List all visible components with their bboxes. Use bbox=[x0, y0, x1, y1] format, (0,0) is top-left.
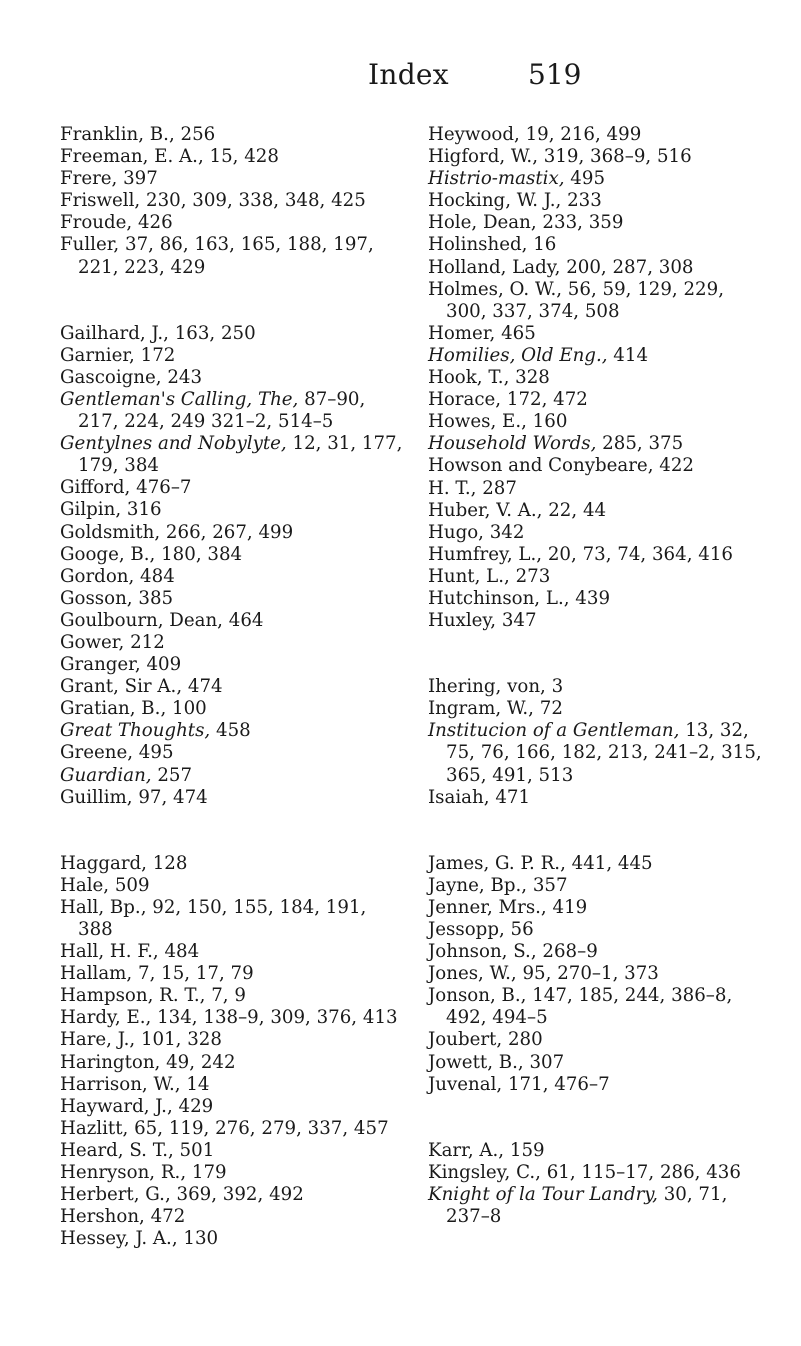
entry-name: Hole, Dean, bbox=[428, 212, 537, 234]
entry-pages-continued: 492, 494–5 bbox=[446, 1007, 548, 1029]
entry-pages: 273 bbox=[509, 565, 551, 587]
entry-name: Froude, bbox=[60, 212, 133, 234]
entry-pages: 87–90, bbox=[298, 388, 366, 410]
entry-pages: 484 bbox=[158, 941, 200, 963]
entry-pages: 347 bbox=[496, 610, 537, 632]
entry-pages: 369, 392, 492 bbox=[170, 1184, 304, 1206]
entry-pages: 171, 476–7 bbox=[502, 1073, 610, 1095]
index-entry bbox=[60, 345, 405, 367]
entry-name: Hayward, J., bbox=[60, 1095, 173, 1117]
index-entry bbox=[60, 963, 405, 985]
entry-name: Guillim, bbox=[60, 786, 133, 808]
index-entry bbox=[60, 190, 405, 212]
index-entry bbox=[428, 500, 778, 522]
entry-pages: 37, 86, 163, 165, 188, 197, bbox=[119, 234, 374, 256]
entry-pages: 159 bbox=[504, 1139, 545, 1161]
index-entry bbox=[428, 279, 778, 323]
entry-pages: 12, 31, 177, bbox=[286, 433, 403, 455]
entry-name: Franklin, B., bbox=[60, 124, 175, 145]
letter-group bbox=[428, 853, 778, 1096]
index-entry bbox=[428, 1162, 778, 1184]
entry-name: Hallam, bbox=[60, 963, 133, 985]
page-header bbox=[0, 58, 801, 108]
entry-pages: 61, 115–17, 286, 436 bbox=[540, 1161, 741, 1183]
entry-name: Goldsmith, bbox=[60, 521, 161, 543]
index-entry bbox=[428, 190, 778, 212]
entry-pages-continued: 217, 224, 249 321–2, 514–5 bbox=[78, 411, 334, 433]
entry-name: Hale, bbox=[60, 874, 110, 896]
index-entry bbox=[60, 742, 405, 764]
index-entry bbox=[428, 787, 778, 809]
entry-name: Hershon, bbox=[60, 1206, 145, 1228]
index-entry bbox=[60, 477, 405, 499]
index-entry bbox=[428, 522, 778, 544]
entry-name: Henryson, R., bbox=[60, 1162, 187, 1184]
entry-pages: 230, 309, 338, 348, 425 bbox=[140, 190, 366, 212]
entry-pages-continued: 179, 384 bbox=[78, 455, 159, 477]
index-entry bbox=[428, 389, 778, 411]
entry-name: Gower, bbox=[60, 631, 125, 653]
entry-pages: 319, 368–9, 516 bbox=[537, 146, 692, 168]
entry-name: Holland, Lady, bbox=[428, 256, 561, 278]
entry-name: Horace, bbox=[428, 389, 502, 411]
entry-pages: 3 bbox=[545, 676, 564, 698]
entry-name: Gentleman's Calling, The, bbox=[60, 388, 299, 410]
index-entry bbox=[60, 941, 405, 963]
entry-pages: 495 bbox=[564, 168, 606, 190]
entry-name: Hutchinson, L., bbox=[428, 587, 570, 609]
index-entry bbox=[60, 433, 405, 477]
index-entry bbox=[428, 478, 778, 500]
entry-pages-continued: 237–8 bbox=[446, 1206, 502, 1228]
entry-pages: 484 bbox=[134, 565, 175, 587]
index-entry bbox=[428, 146, 778, 168]
index-entry bbox=[60, 1206, 405, 1228]
index-entry bbox=[60, 522, 405, 544]
entry-pages: 65, 119, 276, 279, 337, 457 bbox=[128, 1117, 389, 1139]
entry-name: Jones, W., bbox=[428, 963, 517, 985]
index-entry bbox=[428, 345, 778, 367]
entry-name: Hessey, J. A., bbox=[60, 1228, 178, 1250]
entry-pages: 130 bbox=[177, 1228, 219, 1250]
entry-name: Homilies, Old Eng., bbox=[428, 344, 608, 366]
entry-pages: 474 bbox=[182, 676, 223, 698]
entry-name: Gilpin, bbox=[60, 499, 122, 521]
entry-name: Humfrey, L., bbox=[428, 543, 543, 565]
entry-pages: 56, 59, 129, 229, bbox=[562, 278, 724, 300]
index-entry bbox=[60, 787, 405, 809]
index-entry bbox=[60, 323, 405, 345]
index-entry bbox=[428, 676, 778, 698]
entry-pages: 472 bbox=[144, 1206, 186, 1228]
index-entry bbox=[60, 1074, 405, 1096]
entry-pages: 476–7 bbox=[130, 477, 192, 499]
entry-name: Guardian, bbox=[60, 764, 152, 786]
index-entry bbox=[428, 455, 778, 477]
entry-pages: 97, 474 bbox=[132, 786, 208, 808]
entry-name: Herbert, G., bbox=[60, 1184, 171, 1206]
entry-name: Hunt, L., bbox=[428, 565, 510, 587]
entry-pages: 471 bbox=[489, 786, 531, 808]
entry-pages-continued: 75, 76, 166, 182, 213, 241–2, 315, bbox=[446, 742, 762, 764]
index-entry bbox=[60, 632, 405, 654]
entry-pages: 172, 472 bbox=[501, 389, 588, 411]
entry-pages: 56 bbox=[504, 919, 534, 940]
entry-pages: 287 bbox=[476, 477, 517, 499]
index-entry bbox=[428, 411, 778, 433]
index-entry bbox=[428, 985, 778, 1029]
entry-name: Greene, bbox=[60, 742, 134, 764]
entry-pages: 414 bbox=[607, 344, 649, 366]
entry-name: Kingsley, C., bbox=[428, 1161, 541, 1183]
entry-pages-continued: 221, 223, 429 bbox=[78, 256, 206, 278]
index-entry bbox=[60, 610, 405, 632]
index-entry bbox=[60, 146, 405, 168]
index-entry bbox=[428, 257, 778, 279]
index-entry bbox=[428, 1052, 778, 1074]
index-entry bbox=[428, 853, 778, 875]
entry-name: H. T., bbox=[428, 477, 477, 499]
entry-name: Howson and Conybeare, bbox=[428, 455, 654, 477]
index-entry bbox=[60, 676, 405, 698]
entry-name: James, G. P. R., bbox=[428, 852, 566, 874]
index-entry bbox=[60, 1052, 405, 1074]
index-entry bbox=[428, 566, 778, 588]
entry-pages: 509 bbox=[109, 874, 150, 896]
entry-name: Frere, bbox=[60, 168, 118, 190]
entry-name: Karr, A., bbox=[428, 1139, 505, 1161]
entry-name: Jessopp, bbox=[428, 919, 505, 940]
index-entry bbox=[428, 720, 778, 786]
letter-group bbox=[428, 676, 778, 809]
index-entry bbox=[428, 919, 778, 941]
entry-pages: 128 bbox=[146, 852, 188, 874]
entry-name: Freeman, E. A., bbox=[60, 146, 204, 168]
entry-name: Howes, E., bbox=[428, 411, 527, 433]
index-entry bbox=[428, 588, 778, 610]
entry-name: Granger, bbox=[60, 654, 141, 676]
entry-name: Gascoigne, bbox=[60, 366, 162, 388]
entry-name: Gratian, B., bbox=[60, 698, 167, 720]
entry-pages: 464 bbox=[222, 609, 264, 631]
entry-pages: 256 bbox=[174, 124, 216, 145]
letter-group bbox=[428, 124, 778, 632]
index-entry bbox=[60, 897, 405, 941]
index-entry bbox=[60, 654, 405, 676]
entry-name: Joubert, bbox=[428, 1029, 503, 1051]
entry-pages: 20, 73, 74, 364, 416 bbox=[542, 543, 733, 565]
index-entry bbox=[60, 234, 405, 278]
index-entry bbox=[428, 897, 778, 919]
index-entry bbox=[60, 1007, 405, 1029]
entry-pages: 72 bbox=[533, 698, 563, 720]
entry-pages: 357 bbox=[527, 874, 568, 896]
index-entry bbox=[60, 389, 405, 433]
entry-name: Gifford, bbox=[60, 477, 131, 499]
entry-name: Isaiah, bbox=[428, 786, 490, 808]
letter-group bbox=[428, 1140, 778, 1228]
entry-pages: 285, 375 bbox=[596, 433, 684, 455]
entry-pages: 422 bbox=[653, 455, 694, 477]
entry-pages: 385 bbox=[132, 587, 174, 609]
entry-name: Gentylnes and Nobylyte, bbox=[60, 433, 287, 455]
index-entry bbox=[60, 1228, 405, 1250]
entry-pages: 95, 270–1, 373 bbox=[516, 963, 659, 985]
index-entry bbox=[428, 544, 778, 566]
entry-pages: 163, 250 bbox=[168, 322, 256, 344]
entry-pages: 280 bbox=[502, 1029, 543, 1051]
entry-pages-continued: 300, 337, 374, 508 bbox=[446, 300, 620, 322]
entry-pages: 419 bbox=[546, 896, 588, 918]
index-entry bbox=[428, 963, 778, 985]
index-entry bbox=[60, 1184, 405, 1206]
letter-group-spacer bbox=[428, 1096, 778, 1140]
entry-pages: 7, 15, 17, 79 bbox=[132, 963, 254, 985]
entry-pages: 30, 71, bbox=[657, 1183, 728, 1205]
entry-name: Hall, H. F., bbox=[60, 941, 159, 963]
entry-pages: 172 bbox=[134, 344, 176, 366]
letter-group-spacer bbox=[428, 809, 778, 853]
entry-name: Gailhard, J., bbox=[60, 322, 169, 344]
page-title: Index bbox=[368, 58, 449, 91]
entry-pages: 92, 150, 155, 184, 191, bbox=[146, 896, 367, 918]
index-entry bbox=[60, 367, 405, 389]
index-entry bbox=[60, 985, 405, 1007]
entry-name: Heywood, bbox=[428, 124, 520, 145]
entry-pages: 180, 384 bbox=[155, 543, 243, 565]
index-entry bbox=[60, 124, 405, 146]
entry-pages-continued: 365, 491, 513 bbox=[446, 764, 574, 786]
letter-group bbox=[60, 323, 405, 809]
entry-pages: 257 bbox=[151, 764, 193, 786]
letter-group-spacer bbox=[60, 809, 405, 853]
index-entry bbox=[60, 168, 405, 190]
entry-pages: 22, 44 bbox=[542, 499, 607, 521]
entry-pages: 15, 428 bbox=[203, 146, 279, 168]
entry-name: Higford, W., bbox=[428, 146, 538, 168]
index-entry bbox=[60, 1096, 405, 1118]
index-entry bbox=[60, 765, 405, 787]
entry-pages: 441, 445 bbox=[565, 852, 653, 874]
page-number: 519 bbox=[528, 58, 582, 91]
entry-name: Fuller, bbox=[60, 234, 120, 256]
index-entry bbox=[428, 367, 778, 389]
index-entry bbox=[428, 610, 778, 632]
index-entry bbox=[60, 1162, 405, 1184]
index-entry bbox=[428, 875, 778, 897]
letter-group-spacer bbox=[428, 632, 778, 676]
entry-name: Homer, bbox=[428, 322, 496, 344]
index-entry bbox=[60, 588, 405, 610]
entry-pages: 7, 9 bbox=[205, 985, 246, 1007]
index-entry bbox=[60, 875, 405, 897]
entry-pages: 458 bbox=[210, 720, 251, 742]
entry-pages: 233, 359 bbox=[536, 212, 624, 234]
entry-pages: 179 bbox=[186, 1162, 227, 1184]
entry-pages: 266, 267, 499 bbox=[160, 521, 294, 543]
entry-pages: 100 bbox=[166, 698, 207, 720]
entry-pages: 429 bbox=[172, 1095, 214, 1117]
entry-name: Huxley, bbox=[428, 610, 497, 632]
entry-pages: 342 bbox=[483, 521, 525, 543]
entry-pages: 307 bbox=[523, 1051, 565, 1073]
entry-name: Gordon, bbox=[60, 565, 135, 587]
entry-pages: 212 bbox=[124, 631, 165, 653]
entry-pages: 233 bbox=[561, 190, 602, 212]
index-entry bbox=[60, 212, 405, 234]
entry-name: Jayne, Bp., bbox=[428, 874, 528, 896]
index-column-right bbox=[428, 124, 778, 1228]
entry-name: Hall, Bp., bbox=[60, 896, 147, 918]
index-entry bbox=[428, 1140, 778, 1162]
index-entry bbox=[60, 566, 405, 588]
index-entry bbox=[60, 499, 405, 521]
entry-pages: 397 bbox=[117, 168, 158, 190]
entry-pages: 160 bbox=[526, 411, 568, 433]
entry-name: Hare, J., bbox=[60, 1029, 136, 1051]
entry-name: Holmes, O. W., bbox=[428, 278, 563, 300]
index-entry bbox=[428, 323, 778, 345]
entry-name: Great Thoughts, bbox=[60, 720, 211, 742]
entry-name: Johnson, S., bbox=[428, 941, 537, 963]
index-entry bbox=[428, 168, 778, 190]
index-entry bbox=[428, 234, 778, 256]
entry-name: Hugo, bbox=[428, 521, 484, 543]
entry-name: Juvenal, bbox=[428, 1073, 503, 1095]
index-entry bbox=[428, 941, 778, 963]
entry-pages: 465 bbox=[495, 322, 536, 344]
index-entry bbox=[428, 1184, 778, 1228]
entry-pages: 147, 185, 244, 386–8, bbox=[526, 985, 733, 1007]
entry-pages: 19, 216, 499 bbox=[519, 124, 642, 145]
entry-name: Institucion of a Gentleman, bbox=[428, 720, 680, 742]
entry-pages: 495 bbox=[133, 742, 174, 764]
letter-group-spacer bbox=[60, 279, 405, 323]
entry-pages: 328 bbox=[509, 367, 550, 389]
entry-pages: 14 bbox=[180, 1073, 210, 1095]
entry-name: Hook, T., bbox=[428, 367, 510, 389]
index-entry bbox=[60, 1140, 405, 1162]
index-entry bbox=[428, 124, 778, 146]
entry-pages: 16 bbox=[527, 234, 557, 256]
entry-name: Goulbourn, Dean, bbox=[60, 609, 223, 631]
index-entry bbox=[428, 698, 778, 720]
entry-name: Knight of la Tour Landry, bbox=[428, 1183, 658, 1205]
entry-pages: 134, 138–9, 309, 376, 413 bbox=[151, 1007, 398, 1029]
entry-name: Jonson, B., bbox=[428, 985, 527, 1007]
entry-name: Household Words, bbox=[428, 433, 597, 455]
index-column-left bbox=[60, 124, 405, 1250]
index-entry bbox=[60, 1118, 405, 1140]
entry-name: Heard, S. T., bbox=[60, 1139, 174, 1161]
letter-group bbox=[60, 124, 405, 279]
entry-name: Jenner, Mrs., bbox=[428, 896, 547, 918]
entry-pages: 13, 32, bbox=[679, 720, 749, 742]
entry-name: Histrio-mastix, bbox=[428, 168, 565, 190]
index-entry bbox=[60, 544, 405, 566]
entry-pages: 243 bbox=[161, 366, 203, 388]
letter-group bbox=[60, 853, 405, 1251]
entry-pages: 268–9 bbox=[536, 941, 598, 963]
index-entry bbox=[60, 1029, 405, 1051]
entry-pages: 101, 328 bbox=[135, 1029, 222, 1051]
entry-name: Ihering, von, bbox=[428, 676, 546, 698]
entry-name: Harrison, W., bbox=[60, 1073, 181, 1095]
entry-pages: 49, 242 bbox=[160, 1051, 236, 1073]
entry-pages-continued: 388 bbox=[78, 919, 113, 940]
index-entry bbox=[60, 720, 405, 742]
entry-name: Friswell, bbox=[60, 190, 141, 212]
entry-pages: 200, 287, 308 bbox=[560, 256, 694, 278]
index-entry bbox=[428, 212, 778, 234]
entry-name: Hocking, W. J., bbox=[428, 190, 562, 212]
entry-name: Holinshed, bbox=[428, 234, 528, 256]
entry-name: Hardy, E., bbox=[60, 1007, 152, 1029]
index-entry bbox=[60, 853, 405, 875]
entry-name: Hazlitt, bbox=[60, 1117, 129, 1139]
index-entry bbox=[60, 698, 405, 720]
entry-name: Garnier, bbox=[60, 344, 135, 366]
index-entry bbox=[428, 433, 778, 455]
entry-name: Hampson, R. T., bbox=[60, 985, 206, 1007]
entry-pages: 426 bbox=[132, 212, 173, 234]
entry-name: Gosson, bbox=[60, 587, 133, 609]
index-entry bbox=[428, 1074, 778, 1096]
entry-name: Jowett, B., bbox=[428, 1051, 524, 1073]
entry-name: Harington, bbox=[60, 1051, 161, 1073]
entry-pages: 409 bbox=[140, 654, 182, 676]
entry-pages: 439 bbox=[569, 587, 611, 609]
index-entry bbox=[428, 1029, 778, 1051]
entry-name: Haggard, bbox=[60, 852, 147, 874]
entry-pages: 316 bbox=[121, 499, 162, 521]
entry-name: Grant, Sir A., bbox=[60, 676, 183, 698]
entry-name: Ingram, W., bbox=[428, 698, 534, 720]
entry-name: Huber, V. A., bbox=[428, 499, 543, 521]
entry-name: Googe, B., bbox=[60, 543, 156, 565]
entry-pages: 501 bbox=[173, 1139, 215, 1161]
